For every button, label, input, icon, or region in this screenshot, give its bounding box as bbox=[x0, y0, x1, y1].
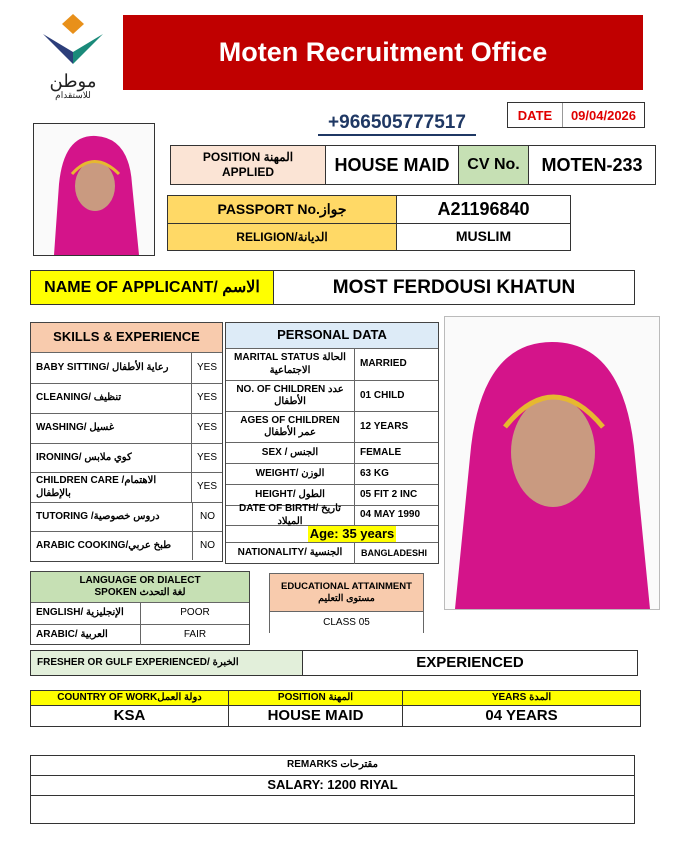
language-label: ARABIC/ العربية bbox=[31, 625, 141, 645]
skill-value: YES bbox=[196, 481, 217, 493]
personal-data-table bbox=[225, 322, 439, 564]
skill-label: ARABIC COOKING/طبخ عربي bbox=[31, 532, 193, 560]
work-country: KSA bbox=[113, 706, 146, 724]
personal-row bbox=[226, 463, 438, 484]
language-row bbox=[31, 603, 249, 624]
skill-row bbox=[31, 413, 222, 443]
experience-label: FRESHER OR GULF EXPERIENCED/ الخبرة bbox=[31, 651, 302, 675]
personal-value: 01 CHILD bbox=[360, 389, 405, 401]
personal-label: WEIGHT/ الوزن bbox=[226, 464, 355, 484]
applicant-name-label: NAME OF APPLICANT/ الاسم bbox=[31, 271, 273, 304]
skill-value: YES bbox=[196, 422, 217, 434]
personal-row bbox=[226, 484, 438, 505]
date-box bbox=[507, 102, 645, 128]
personal-row bbox=[226, 505, 438, 525]
work-years: 04 YEARS bbox=[402, 706, 640, 726]
skills-table bbox=[30, 322, 223, 562]
date-label: DATE bbox=[508, 103, 563, 127]
work-header-country: COUNTRY OF WORKدولة العمل bbox=[57, 691, 202, 703]
skill-value: YES bbox=[196, 451, 217, 463]
personal-value: 63 KG bbox=[360, 467, 389, 479]
skill-label: TUTORING /دروس خصوصية bbox=[31, 503, 193, 531]
personal-label: DATE OF BIRTH/ تاريخ الميلاد bbox=[226, 506, 355, 525]
logo-arabic-sub: للاستقدام bbox=[55, 90, 91, 100]
position-value: HOUSE MAID bbox=[325, 146, 458, 184]
remarks-title: REMARKS مقترحات bbox=[31, 756, 634, 776]
personal-value: 12 YEARS bbox=[360, 420, 409, 432]
language-title: LANGUAGE OR DIALECT SPOKEN لغة التحدث bbox=[31, 572, 249, 603]
nationality-label: NATIONALITY/ الجنسية bbox=[226, 543, 355, 564]
applicant-photo-small bbox=[33, 123, 155, 256]
logo-arabic-name: موطن bbox=[49, 71, 97, 91]
language-label: ENGLISH/ الإنجليزية bbox=[31, 603, 141, 624]
personal-value: 04 MAY 1990 bbox=[360, 509, 421, 521]
skill-row bbox=[31, 502, 222, 531]
skills-title: SKILLS & EXPERIENCE bbox=[31, 323, 222, 353]
skill-value: NO bbox=[200, 510, 215, 522]
religion-value: MUSLIM bbox=[396, 224, 570, 250]
position-row bbox=[170, 145, 656, 185]
personal-row bbox=[226, 442, 438, 463]
skill-label: WASHING/ غسيل bbox=[31, 414, 192, 443]
applicant-name-row bbox=[30, 270, 635, 305]
work-header-position: POSITION المهنة bbox=[228, 691, 402, 705]
skill-row bbox=[31, 353, 222, 383]
skill-row bbox=[31, 443, 222, 472]
skill-row bbox=[31, 383, 222, 413]
passport-label: PASSPORT No.جواز bbox=[168, 196, 396, 223]
skill-label: CHILDREN CARE /الاهتمام بالإطفال bbox=[31, 473, 192, 502]
education-title: EDUCATIONAL ATTAINMENT مستوى التعليم bbox=[270, 574, 423, 612]
personal-title: PERSONAL DATA bbox=[226, 323, 438, 349]
age-value: Age: 35 years bbox=[309, 526, 395, 541]
personal-value: MARRIED bbox=[360, 358, 407, 370]
passport-value: A21196840 bbox=[396, 196, 570, 223]
education-value: CLASS 05 bbox=[323, 616, 370, 628]
personal-row bbox=[226, 411, 438, 442]
nationality-value: BANGLADESHI bbox=[361, 547, 428, 558]
date-value: 09/04/2026 bbox=[570, 107, 637, 123]
remarks-value: SALARY: 1200 RIYAL bbox=[31, 776, 634, 796]
company-logo bbox=[40, 12, 106, 100]
personal-row bbox=[226, 349, 438, 380]
passport-table bbox=[167, 195, 571, 251]
work-header-years: YEARS المدة bbox=[402, 691, 640, 705]
skill-label: IRONING/ كوي ملابس bbox=[31, 444, 192, 472]
religion-label: RELIGION/الديانة bbox=[168, 224, 396, 250]
skill-row bbox=[31, 472, 222, 502]
personal-label: SEX / الجنس bbox=[226, 443, 355, 463]
personal-row bbox=[226, 380, 438, 411]
cv-value: MOTEN-233 bbox=[528, 146, 655, 184]
remarks-table bbox=[30, 755, 635, 824]
language-value: POOR bbox=[180, 607, 210, 619]
language-row bbox=[31, 624, 249, 645]
personal-value: 05 FIT 2 INC bbox=[360, 488, 418, 500]
education-table bbox=[269, 573, 424, 633]
personal-label: NO. OF CHILDREN عدد الأطفال bbox=[226, 381, 355, 411]
skill-row bbox=[31, 531, 222, 560]
cv-label: CV No. bbox=[458, 146, 528, 184]
position-label: POSITION المهنة APPLIED bbox=[171, 146, 325, 184]
experience-value: EXPERIENCED bbox=[302, 651, 637, 675]
personal-label: AGES OF CHILDREN عمر الأطفال bbox=[226, 412, 355, 442]
applicant-name-value: MOST FERDOUSI KHATUN bbox=[273, 271, 634, 304]
skill-label: CLEANING/ تنظيف bbox=[31, 384, 192, 413]
skill-value: YES bbox=[196, 361, 217, 373]
work-position: HOUSE MAID bbox=[228, 706, 402, 726]
skill-value: NO bbox=[200, 539, 215, 551]
personal-label: MARITAL STATUS الحالة الاجتماعية bbox=[226, 349, 355, 380]
applicant-photo-large bbox=[444, 316, 660, 610]
personal-value: FEMALE bbox=[360, 446, 402, 458]
page-title: Moten Recruitment Office bbox=[123, 15, 643, 90]
skill-value: YES bbox=[196, 392, 217, 404]
experience-row bbox=[30, 650, 638, 676]
phone-link[interactable]: +966505777517 bbox=[318, 112, 476, 136]
personal-label: HEIGHT/ الطول bbox=[226, 485, 355, 505]
language-value: FAIR bbox=[183, 628, 207, 640]
skill-label: BABY SITTING/ رعاية الأطفال bbox=[31, 353, 192, 383]
work-history-table bbox=[30, 690, 641, 727]
language-table bbox=[30, 571, 250, 645]
